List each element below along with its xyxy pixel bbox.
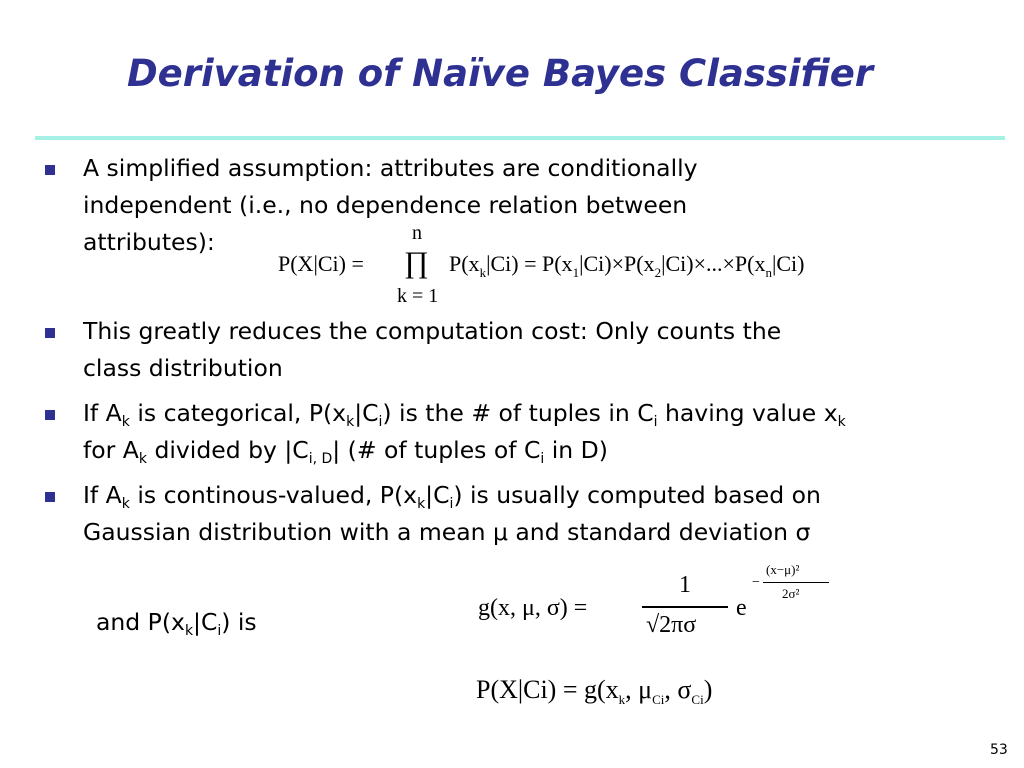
gaussian-exponent-bar xyxy=(763,582,829,583)
text-seg: | (# of tuples of C xyxy=(332,436,541,464)
bullet-marker-4 xyxy=(45,492,55,502)
page-number: 53 xyxy=(990,742,1008,758)
f3-sub-ci: Ci xyxy=(691,692,704,707)
formula-product-lower-limit: k = 1 xyxy=(397,285,439,307)
subscript: k xyxy=(121,414,130,430)
bullet-1-line-1: A simplified assumption: attributes are conditionally xyxy=(83,154,698,182)
bullet-3-line-1 xyxy=(83,394,846,432)
subscript: i xyxy=(217,623,222,639)
rhs-part-a: P(x xyxy=(449,251,480,276)
subscript: k xyxy=(417,496,426,512)
bullet-2-line-2: class distribution xyxy=(83,354,283,382)
text-seg: |C xyxy=(425,481,450,509)
text-seg: is categorical, P(x xyxy=(129,399,347,427)
gaussian-fraction-bar xyxy=(642,606,728,608)
f3-part-b: , μ xyxy=(625,675,653,704)
text-seg: |C xyxy=(193,608,218,636)
text-seg: ) is usually computed based on xyxy=(453,481,821,509)
gaussian-exponent-sign: − xyxy=(752,575,760,590)
gaussian-e: e xyxy=(736,595,747,621)
f3-sub-ci: Ci xyxy=(652,692,665,707)
bullet-2-line-1: This greatly reduces the computation cost: Only counts the xyxy=(83,317,782,345)
subscript: k xyxy=(121,496,130,512)
formula-product-upper-limit: n xyxy=(412,222,422,244)
rhs-part-b: |Ci) = P(x xyxy=(486,251,573,276)
text-seg: divided by |C xyxy=(146,436,309,464)
formula-product-lhs: P(X|Ci) = xyxy=(278,251,364,276)
bullet-marker-1 xyxy=(45,165,55,175)
text-seg: and P(x xyxy=(96,608,185,636)
subscript: k xyxy=(138,451,147,467)
text-seg: If A xyxy=(83,481,122,509)
bullet-marker-3 xyxy=(45,410,55,420)
bullet-1-line-3: attributes): xyxy=(83,228,215,256)
subscript: i xyxy=(378,414,383,430)
text-seg: ) is xyxy=(221,608,257,636)
bullet-1-line-2: independent (i.e., no dependence relation between xyxy=(83,191,688,219)
and-text xyxy=(96,603,257,641)
f3-part-c: , σ xyxy=(664,675,692,704)
rhs-part-e: |Ci) xyxy=(771,251,805,276)
f3-part-a: P(X|Ci) = g(x xyxy=(476,675,619,704)
text-seg: If A xyxy=(83,399,122,427)
subscript: i xyxy=(449,496,454,512)
subscript: k xyxy=(837,414,846,430)
formula-class-conditional xyxy=(476,675,712,705)
slide-title: Derivation of Naïve Bayes Classifier xyxy=(126,52,874,95)
formula-product-symbol: ∏ xyxy=(404,246,429,279)
text-seg: in D) xyxy=(544,436,608,464)
subscript: k xyxy=(346,414,355,430)
gaussian-lhs: g(x, μ, σ) = xyxy=(478,595,588,621)
rhs-sub-k: k xyxy=(479,265,487,280)
subscript: k xyxy=(184,623,194,639)
text-seg: ) is the # of tuples in C xyxy=(382,399,654,427)
f3-part-d: ) xyxy=(703,675,713,704)
text-seg: for A xyxy=(83,436,139,464)
rhs-sub-n: n xyxy=(765,265,772,280)
subscript: i xyxy=(540,451,545,467)
subscript: i xyxy=(653,414,658,430)
subscript: i, D xyxy=(308,451,333,467)
bullet-4-line-2: Gaussian distribution with a mean μ and standard deviation σ xyxy=(83,518,811,546)
text-seg: |C xyxy=(354,399,379,427)
text-seg: having value x xyxy=(657,399,838,427)
gaussian-numerator: 1 xyxy=(679,572,691,598)
f3-sub-k: k xyxy=(618,692,626,707)
gaussian-exponent-denominator: 2σ² xyxy=(782,586,800,601)
gaussian-denominator: √2πσ xyxy=(646,612,697,638)
rhs-part-d: |Ci)×...×P(x xyxy=(661,251,766,276)
bullet-3-line-2 xyxy=(83,431,608,469)
text-seg: is continous-valued, P(x xyxy=(129,481,418,509)
title-underline xyxy=(35,136,1005,140)
bullet-4-line-1 xyxy=(83,476,821,514)
rhs-sub-2: 2 xyxy=(654,265,662,280)
bullet-marker-2 xyxy=(45,328,55,338)
formula-product-rhs xyxy=(449,251,805,280)
rhs-part-c: |Ci)×P(x xyxy=(579,251,655,276)
gaussian-exponent-numerator: (x−μ)² xyxy=(766,562,800,577)
rhs-sub-1: 1 xyxy=(572,265,580,280)
